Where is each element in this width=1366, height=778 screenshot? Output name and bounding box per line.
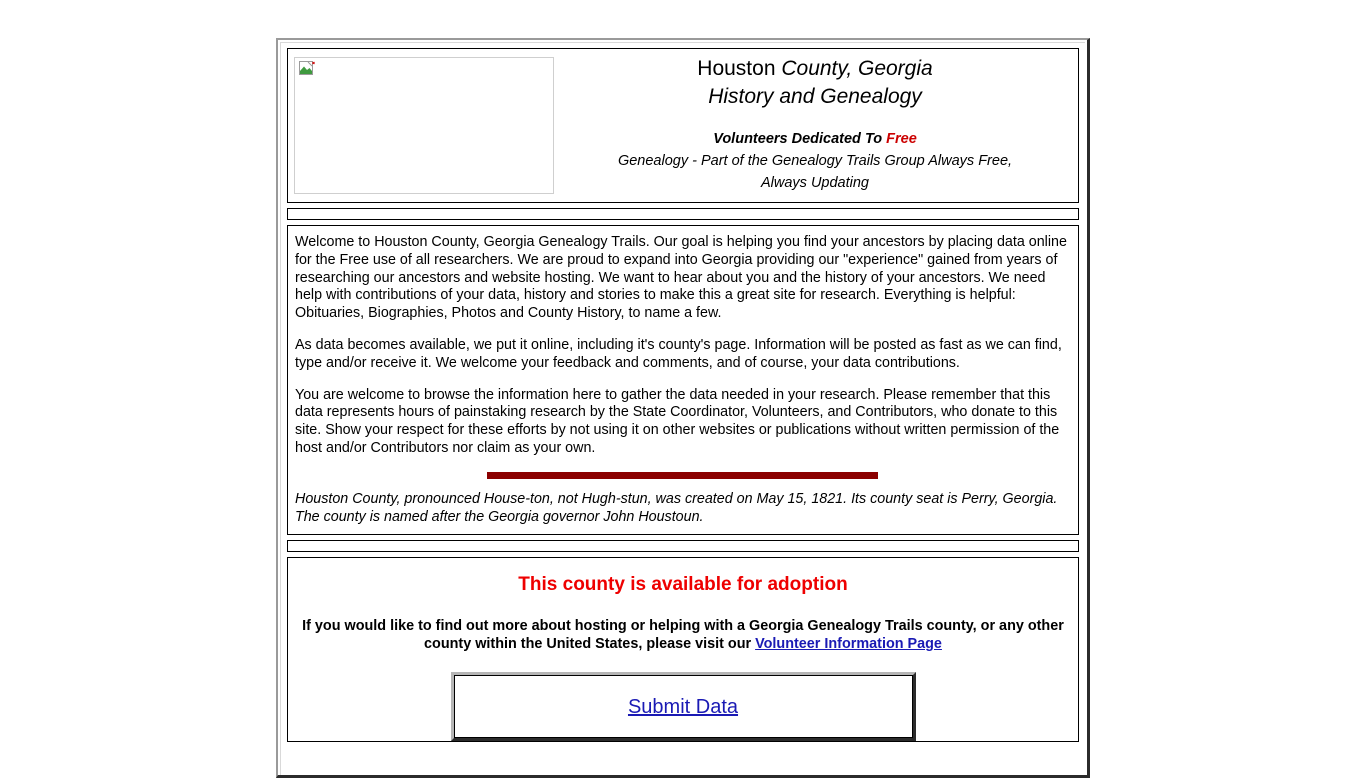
site-tagline	[560, 128, 1070, 194]
page-title	[560, 55, 1070, 111]
site-header	[287, 48, 1079, 203]
welcome-paragraph-3: You are welcome to browse the information here to gather the data needed in your research. Please remember that this data represents hours of painstaking research by the State Coordinator, Volunteers, and Contributors, who donate to this site. Show your respect for these efforts by not using it on other websites or publications without written permission of the host and/or Contributors nor claim as your own.	[295, 386, 1060, 456]
broken-image-placeholder	[294, 57, 554, 194]
adoption-heading: This county is available for adoption	[518, 574, 848, 596]
volunteer-information-page-link[interactable]: Volunteer Information Page	[755, 636, 942, 653]
welcome-paragraph-1: Welcome to Houston County, Georgia Genealogy Trails. Our goal is helping you find your ancestors by placing data online for the Free use of all researchers. We are proud to expand into Georgia providing our "experience" gained from years of researching our ancestors and website hosting. We want to hear about you and the history of your ancestors. We need help with contributions of your data, history and stories to make this a great site for research. Everything is helpful: Obituaries, Biographies, Photos and County History, to name a few.	[295, 234, 1067, 322]
tagline-line3: Always Updating	[761, 175, 869, 191]
adoption-section	[287, 557, 1079, 742]
tagline-free-word: Free	[886, 131, 917, 147]
header-logo-cell	[288, 49, 560, 194]
page-inner-frame	[280, 42, 1085, 775]
welcome-section	[287, 225, 1079, 535]
county-history-note: Houston County, pronounced House-ton, not Hugh-stun, was created on May 15, 1821. Its county seat is Perry, Georgia. The county is named after the Georgia governor John Houstoun.	[295, 490, 1058, 525]
adoption-description	[296, 617, 1070, 653]
adoption-description-text: If you would like to find out more about hosting or helping with a Georgia Genealogy Trails county, or any other county within the United States, please visit our	[302, 618, 1064, 653]
red-divider-rule	[487, 472, 878, 479]
welcome-paragraph-2: As data becomes available, we put it online, including it's county's page. Information will be posted as fast as we can find, type and/or receive it. We welcome your feedback and comments, and of course, your data contributions.	[295, 336, 1062, 371]
submit-data-box	[451, 672, 916, 741]
title-italic-line1: County, Georgia	[781, 57, 933, 80]
title-italic-line2: History and Genealogy	[708, 85, 922, 108]
divider-bar-middle	[287, 540, 1079, 552]
broken-image-icon	[299, 61, 315, 77]
tagline-line2: Genealogy - Part of the Genealogy Trails Group Always Free,	[617, 153, 1013, 169]
divider-bar-top	[287, 208, 1079, 220]
submit-data-link[interactable]: Submit Data	[627, 696, 739, 719]
tagline-line1-pre: Volunteers Dedicated To	[713, 131, 887, 147]
submit-data-box-inner	[454, 675, 913, 738]
page-frame	[276, 38, 1090, 778]
header-title-cell	[560, 49, 1078, 194]
title-plain: Houston	[697, 57, 782, 80]
